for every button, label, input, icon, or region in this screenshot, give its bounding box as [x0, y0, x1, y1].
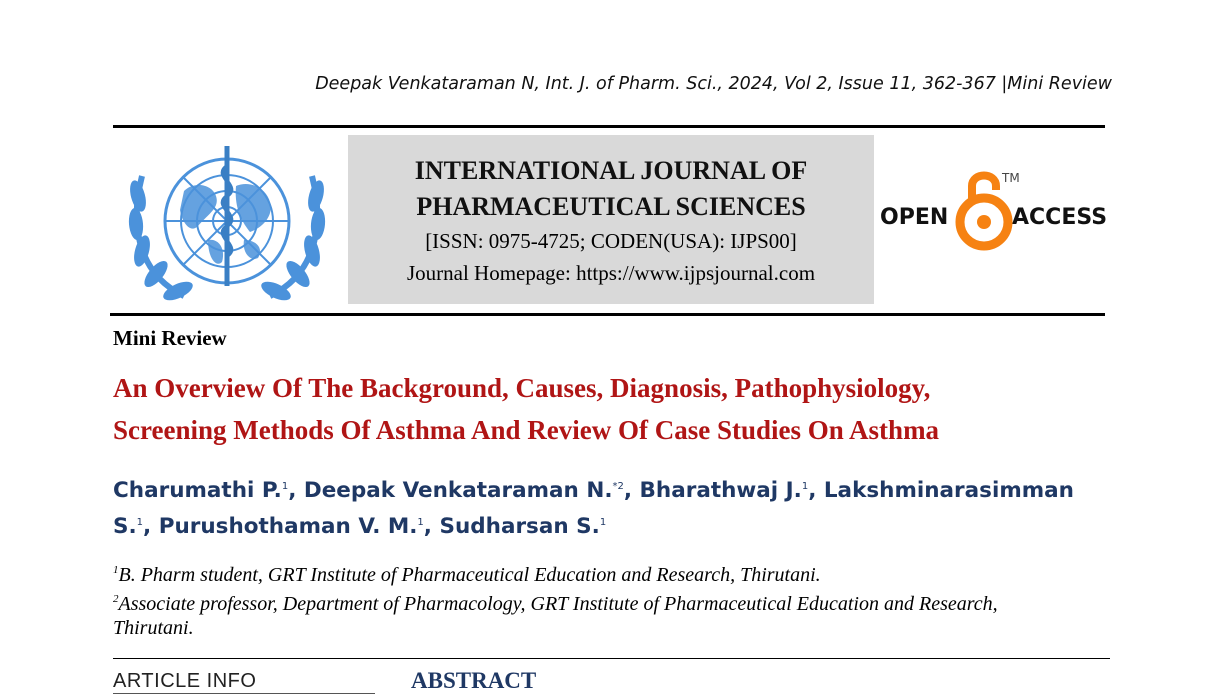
- journal-title: [348, 153, 874, 225]
- article-info-underline: [113, 693, 375, 694]
- journal-masthead: [348, 135, 874, 304]
- author-affil-sup: 1: [599, 517, 607, 528]
- article-title-line2: Screening Methods Of Asthma And Review Of Case Studies On Asthma: [113, 415, 940, 445]
- author-name: Purushothaman V. M.: [158, 514, 418, 539]
- open-lock-icon: [960, 176, 1008, 247]
- author-line-2: S.$^1$, Purushothaman V. M.$^1$, Sudharsan S.$^1$: [113, 514, 607, 539]
- affiliation-2-cont: Thirutani.: [113, 617, 194, 639]
- article-title-line1: An Overview Of The Background, Causes, Diagnosis, Pathophysiology,: [113, 373, 931, 403]
- header-rule-bottom: [110, 313, 1105, 316]
- header-rule-top: [113, 125, 1105, 128]
- affiliation-text: B. Pharm student, GRT Institute of Pharmaceutical Education and Research, Thirutani.: [118, 564, 821, 586]
- journal-title-line2: PHARMACEUTICAL SCIENCES: [416, 192, 806, 221]
- article-type: Mini Review: [113, 326, 227, 350]
- affiliation-sup: 1: [113, 564, 119, 576]
- abstract-heading: ABSTRACT: [411, 668, 537, 693]
- author-affil-sup: 1: [417, 517, 424, 528]
- un-emblem-logo: [124, 136, 330, 306]
- article-title: [113, 367, 1113, 451]
- article-info-heading: ARTICLE INFO: [113, 670, 257, 692]
- affiliation-text: Associate professor, Department of Pharmacology, GRT Institute of Pharmaceutical Education and Research,: [118, 593, 998, 615]
- journal-homepage-link[interactable]: Journal Homepage: https://www.ijpsjournal.com: [406, 261, 816, 285]
- open-access-logo: [878, 166, 1108, 256]
- author-name: Charumathi P.: [113, 478, 282, 503]
- running-head: Deepak Venkataraman N, Int. J. of Pharm. Sci., 2024, Vol 2, Issue 11, 362-367 |Mini Review: [315, 74, 1112, 94]
- oa-word-open: OPEN: [880, 205, 949, 230]
- affiliation-sup: 2: [113, 593, 119, 605]
- section-divider: [113, 658, 1110, 659]
- author-name: Sudharsan S.: [439, 514, 600, 539]
- journal-issn: [ISSN: 0975-4725; CODEN(USA): IJPS00]: [425, 229, 797, 253]
- author-line-1: Charumathi P.$^1$, Deepak Venkataraman N.$^{*2}$, Bharathwaj J.$^1$, Lakshminarasimman: [113, 478, 1074, 503]
- oa-word-access: ACCESS: [1012, 205, 1108, 230]
- oa-trademark: TM: [1002, 171, 1020, 185]
- author-name: Deepak Venkataraman N.: [303, 478, 613, 503]
- author-affil-sup: 1: [801, 481, 809, 492]
- journal-title-line1: INTERNATIONAL JOURNAL OF: [414, 156, 808, 185]
- author-name-part: Lakshminarasimman: [823, 478, 1074, 503]
- author-affil-sup: 1: [281, 481, 289, 492]
- author-name: Bharathwaj J.: [639, 478, 802, 503]
- author-list: [113, 471, 1113, 543]
- author-affil-sup: *2: [612, 481, 624, 492]
- author-name-part: S.: [113, 514, 137, 539]
- author-affil-sup: 1: [136, 517, 144, 528]
